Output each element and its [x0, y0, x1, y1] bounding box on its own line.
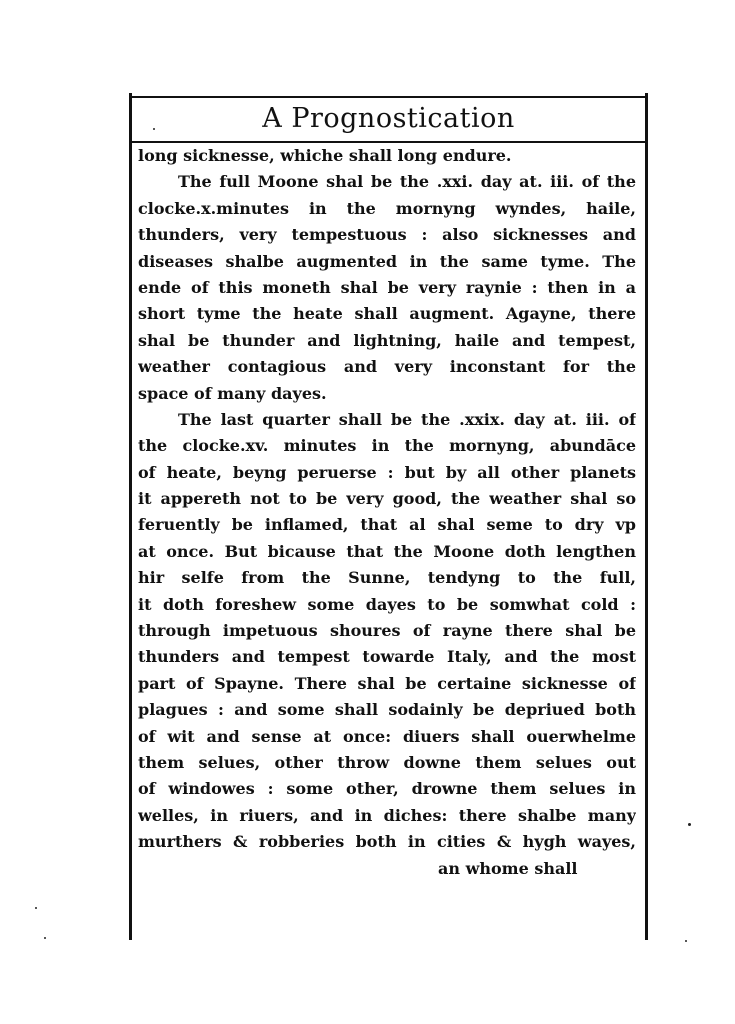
text-line: thunders, very tempestuous : also sicknesses and — [138, 225, 636, 245]
top-border-rule — [132, 96, 645, 98]
text-line: it appereth not to be very good, the weather shal so — [138, 489, 636, 509]
text-line: shal be thunder and lightning, haile and tempest, — [138, 330, 636, 350]
text-line: space of many dayes. — [138, 383, 327, 403]
scan-speck — [688, 823, 691, 826]
text-line: welles, in riuers, and in diches: there shalbe many — [138, 805, 636, 825]
text-line: through impetuous shoures of rayne there shal be — [138, 621, 636, 641]
text-line: clocke.x.minutes in the mornyng wyndes, haile, — [138, 198, 636, 218]
text-line: it doth foreshew some dayes to be somwhat cold : — [138, 594, 636, 614]
text-line: part of Spayne. There shal be certaine sicknesse of — [138, 673, 636, 693]
scan-speck — [35, 907, 37, 909]
text-line: of windowes : some other, drowne them selues in — [138, 779, 636, 799]
text-line: murthers & robberies both in cities & hygh wayes, — [138, 832, 636, 852]
text-line: short tyme the heate shall augment. Agayne, there — [138, 304, 636, 324]
scan-speck — [153, 128, 155, 130]
text-line: plagues : and some shall sodainly be depriued both — [138, 700, 636, 720]
text-line: ende of this moneth shal be very raynie : then in a — [138, 277, 636, 297]
text-line: thunders and tempest towarde Italy, and the most — [138, 647, 636, 667]
text-line: long sicknesse, whiche shall long endure. — [138, 146, 512, 165]
text-line: diseases shalbe augmented in the same tyme. The — [138, 251, 636, 271]
text-line-partial: an whome shall — [438, 858, 578, 878]
text-line: at once. But bicause that the Moone doth lengthen — [138, 541, 636, 561]
body-text-block — [138, 143, 636, 882]
running-header-title: A Prognostication — [262, 103, 515, 134]
text-line: the clocke.xv. minutes in the mornyng, abundāce — [138, 436, 636, 456]
scan-speck — [685, 940, 687, 942]
right-border-rule — [645, 93, 648, 940]
text-line: them selues, other throw downe them selues out — [138, 752, 636, 772]
text-line: feruently be inflamed, that al shal seme to dry vp — [138, 515, 636, 535]
text-line: of heate, beyng peruerse : but by all other planets — [138, 462, 636, 482]
scan-speck — [44, 937, 46, 939]
text-line: hir selfe from the Sunne, tendyng to the full, — [138, 568, 636, 588]
text-line: weather contagious and very inconstant for the — [138, 357, 636, 377]
left-border-rule — [129, 93, 132, 940]
text-line: of wit and sense at once: diuers shall ouerwhelme — [138, 726, 636, 746]
text-line: The last quarter shall be the .xxix. day at. iii. of — [178, 409, 636, 429]
text-line: The full Moone shal be the .xxi. day at. iii. of the — [178, 172, 636, 192]
